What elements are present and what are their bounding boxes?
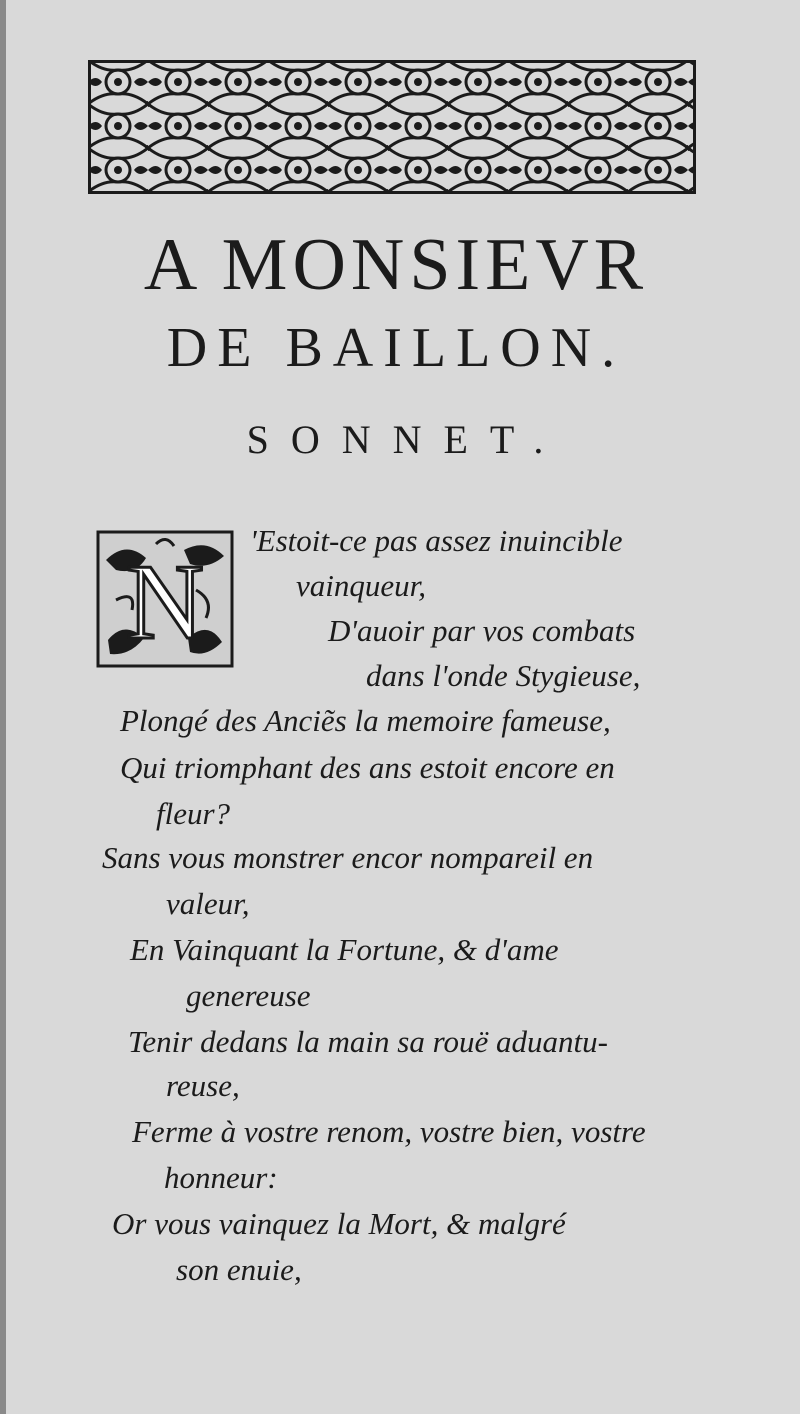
poem-line: honneur:: [164, 1160, 278, 1195]
section-heading: SONNET.: [246, 417, 566, 462]
poem-line: En Vainquant la Fortune, & d'ame: [130, 932, 559, 967]
poem-line: Sans vous monstrer encor nompareil en: [102, 840, 594, 875]
ornamental-header-band: [88, 60, 696, 194]
poem-line: son enuie,: [176, 1252, 302, 1287]
poem-line: Ferme à vostre renom, vostre bien, vostre: [132, 1114, 646, 1149]
svg-text:N: N: [126, 543, 204, 662]
poem-line: Or vous vainquez la Mort, & malgré: [112, 1206, 566, 1241]
poem-line: 'Estoit-ce pas assez inuincible: [250, 523, 623, 558]
poem-line: Qui triomphant des ans estoit encore en: [120, 750, 615, 785]
poem-line: reuse,: [166, 1068, 240, 1103]
poem-line: valeur,: [166, 886, 250, 921]
page-subtitle: DE BAILLON.: [166, 317, 626, 379]
poem-line: genereuse: [186, 978, 311, 1013]
poem-line: D'auoir par vos combats: [328, 613, 636, 648]
poem-line: fleur?: [156, 796, 231, 831]
foliage-icon: [96, 530, 234, 668]
poem-line: vainqueur,: [296, 568, 427, 603]
page-title: A MONSIEVR: [143, 224, 649, 306]
poem-line: dans l'onde Stygieuse,: [366, 658, 641, 693]
poem-line: Plongé des Anciẽs la memoire fameuse,: [120, 703, 611, 738]
decorated-initial: [96, 530, 234, 668]
poem-line: Tenir dedans la main sa rouë aduantu-: [128, 1024, 608, 1059]
